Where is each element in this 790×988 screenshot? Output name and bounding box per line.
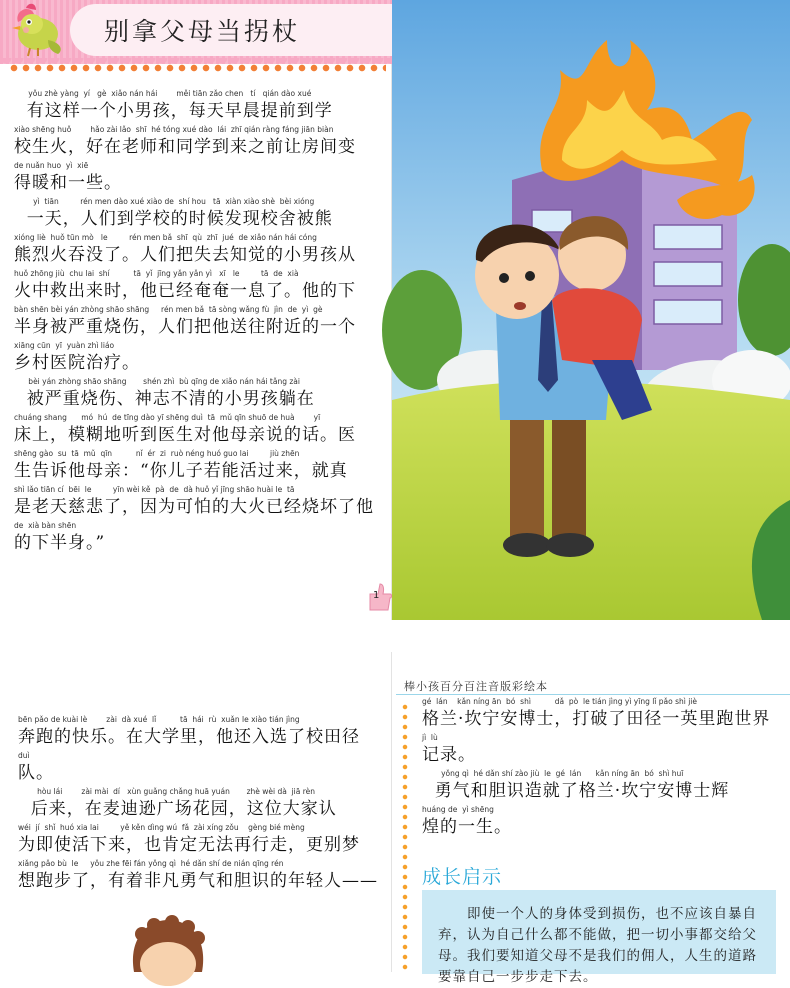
decorative-dots [402, 702, 408, 972]
pinyin-line: bēn pǎo de kuài lè zài dà xué lǐ tā hái rù xuǎn le xiào tián jìng [18, 715, 300, 724]
growth-insight-text: 即使一个人的身体受到损伤，也不应该自暴自弃，认为自己什么都不能做，把一切小事都交给父母。我们要知道父母不是我们的佣人，人生的道路要靠自己一步步走下去。 [438, 906, 757, 985]
text-line [14, 124, 366, 160]
hanzi-line: 煌的一生。 [422, 817, 512, 837]
text-line [18, 822, 378, 858]
pinyin-line: jì lù [422, 733, 438, 742]
text-line [14, 412, 366, 448]
hanzi-line: 有这样一个小男孩，每天早晨提前到学 [14, 101, 333, 121]
text-line [422, 696, 782, 732]
hanzi-line: 生告诉他母亲：“你儿子若能活过来，就真 [14, 461, 348, 481]
pinyin-line: shì lǎo tiān cí bēi le yīn wèi kě pà de dà huǒ yǐ jīng shāo huài le tā [14, 485, 295, 494]
pinyin-line: bèi yán zhòng shāo shāng shén zhì bù qīng de xiǎo nán hái tǎng zài [14, 377, 300, 386]
story-page-1 [0, 0, 392, 620]
pinyin-line: huáng de yì shēng [422, 805, 494, 814]
series-header: 棒小孩百分百注音版彩绘本 [404, 680, 548, 693]
pinyin-line: xiào shēng huǒ hǎo zài lǎo shī hé tóng xué dào lái zhī qián ràng fáng jiān biàn [14, 125, 334, 134]
hanzi-line: 被严重烧伤、神志不清的小男孩躺在 [14, 389, 315, 409]
bird-icon [8, 2, 68, 58]
title-band [0, 0, 392, 64]
hanzi-line: 勇气和胆识造就了格兰·坎宁安博士辉 [422, 781, 730, 801]
hanzi-line: 一天，人们到学校的时候发现校舍被熊 [14, 209, 333, 229]
text-line [422, 732, 782, 768]
hanzi-line: 是老天慈悲了，因为可怕的大火已经烧坏了他 [14, 497, 374, 517]
pinyin-line: chuáng shang mó hú de tīng dào yī shēng duì tā mǔ qīn shuō de huà yī [14, 413, 321, 422]
bottom-spread [0, 652, 790, 985]
hanzi-line: 床上，模糊地听到医生对他母亲说的话。医 [14, 425, 356, 445]
hanzi-line: 乡村医院治疗。 [14, 353, 140, 373]
hanzi-line: 半身被严重烧伤，人们把他送往附近的一个 [14, 317, 356, 337]
burning-school-illustration [392, 0, 790, 620]
pinyin-line: gé lán kǎn níng ān bó shì dǎ pò le tián jìng yì yīng lǐ pǎo shì jiè [422, 697, 698, 706]
hanzi-line: 为即使活下来，也肯定无法再行走，更别梦 [18, 835, 360, 855]
page-number: 1 [373, 590, 380, 601]
pinyin-line: duì [18, 751, 30, 760]
pinyin-line: yǒu zhè yàng yí gè xiǎo nán hái měi tiān zǎo chen tí qián dào xué [14, 89, 312, 98]
pinyin-line: de nuǎn huo yì xiē [14, 161, 89, 170]
text-line [14, 448, 366, 484]
text-line [18, 714, 378, 750]
hanzi-line: 后来，在麦迪逊广场花园，这位大家认 [18, 799, 337, 819]
pinyin-line: wéi jí shǐ huó xia lai yě kěn dìng wú fǎ zài xíng zǒu gèng bié mèng [18, 823, 305, 832]
pinyin-line: yǒng qì hé dǎn shí zào jiù le gé lán kǎn níng ān bó shì huī [422, 769, 684, 778]
text-line [14, 520, 366, 556]
text-line [14, 376, 366, 412]
pinyin-line: huǒ zhōng jiù chu lai shí tā yǐ jīng yǎn yǎn yì xī le tā de xià [14, 269, 299, 278]
text-line [14, 88, 366, 124]
story-page-2 [396, 652, 790, 985]
hanzi-line: 想跑步了，有着非凡勇气和胆识的年轻人—— [18, 871, 378, 891]
hanzi-line: 熊烈火吞没了。人们把失去知觉的小男孩从 [14, 245, 356, 265]
hanzi-line: 奔跑的快乐。在大学里，他还入选了校田径 [18, 727, 360, 747]
story-text [14, 88, 374, 556]
hanzi-line: 队。 [18, 763, 54, 783]
text-line [14, 304, 366, 340]
text-line [14, 196, 366, 232]
hanzi-line: 记录。 [422, 745, 476, 765]
text-line [14, 340, 366, 376]
text-line [422, 768, 782, 804]
pinyin-line: xióng liè huǒ tūn mò le rén men bǎ shī qù zhī jué de xiǎo nán hái cóng [14, 233, 317, 242]
pinyin-line: shēng gào su tā mǔ qīn nǐ ér zi ruò néng huó guo lai jiù zhēn [14, 449, 300, 458]
header-divider [396, 694, 790, 695]
pinyin-line: xiǎng pǎo bù le yǒu zhe fēi fán yǒng qì hé dǎn shí de nián qīng rén [18, 859, 284, 868]
text-line [14, 232, 366, 268]
pinyin-line: bàn shēn bèi yán zhòng shāo shāng rén men bǎ tā sòng wǎng fù jìn de yì gè [14, 305, 323, 314]
text-line [18, 786, 378, 822]
hanzi-line: 的下半身。” [14, 533, 106, 553]
pinyin-line: hòu lái zài mài dí xùn guǎng chǎng huā yuán zhè wèi dà jiā rèn [18, 787, 316, 796]
hanzi-line: 校生火，好在老师和同学到来之前让房间变 [14, 137, 356, 157]
pinyin-line: yì tiān rén men dào xué xiào de shí hou tā xiàn xiào shè bèi xióng [14, 197, 315, 206]
growth-insight-box [422, 890, 776, 985]
hanzi-line: 火中救出来时，他已经奄奄一息了。他的下 [14, 281, 356, 301]
story-title: 别拿父母当拐杖 [104, 17, 301, 46]
decorative-dots [8, 64, 386, 72]
girl-face-illustration [128, 918, 208, 972]
story-illustration [392, 0, 790, 620]
story-text [422, 696, 782, 840]
growth-insight-title: 成长启示 [422, 866, 503, 888]
text-line [18, 750, 378, 786]
text-line [18, 858, 378, 894]
text-line [14, 160, 366, 196]
story-page-continued [0, 652, 392, 972]
text-line [14, 484, 374, 520]
hanzi-line: 格兰·坎宁安博士，打破了田径一英里跑世界 [422, 709, 771, 729]
story-text [18, 714, 378, 894]
text-line [14, 268, 366, 304]
hanzi-line: 得暖和一些。 [14, 173, 122, 193]
text-line [422, 804, 782, 840]
pinyin-line: xiāng cūn yī yuàn zhì liáo [14, 341, 115, 350]
pinyin-line: de xià bàn shēn [14, 521, 77, 530]
